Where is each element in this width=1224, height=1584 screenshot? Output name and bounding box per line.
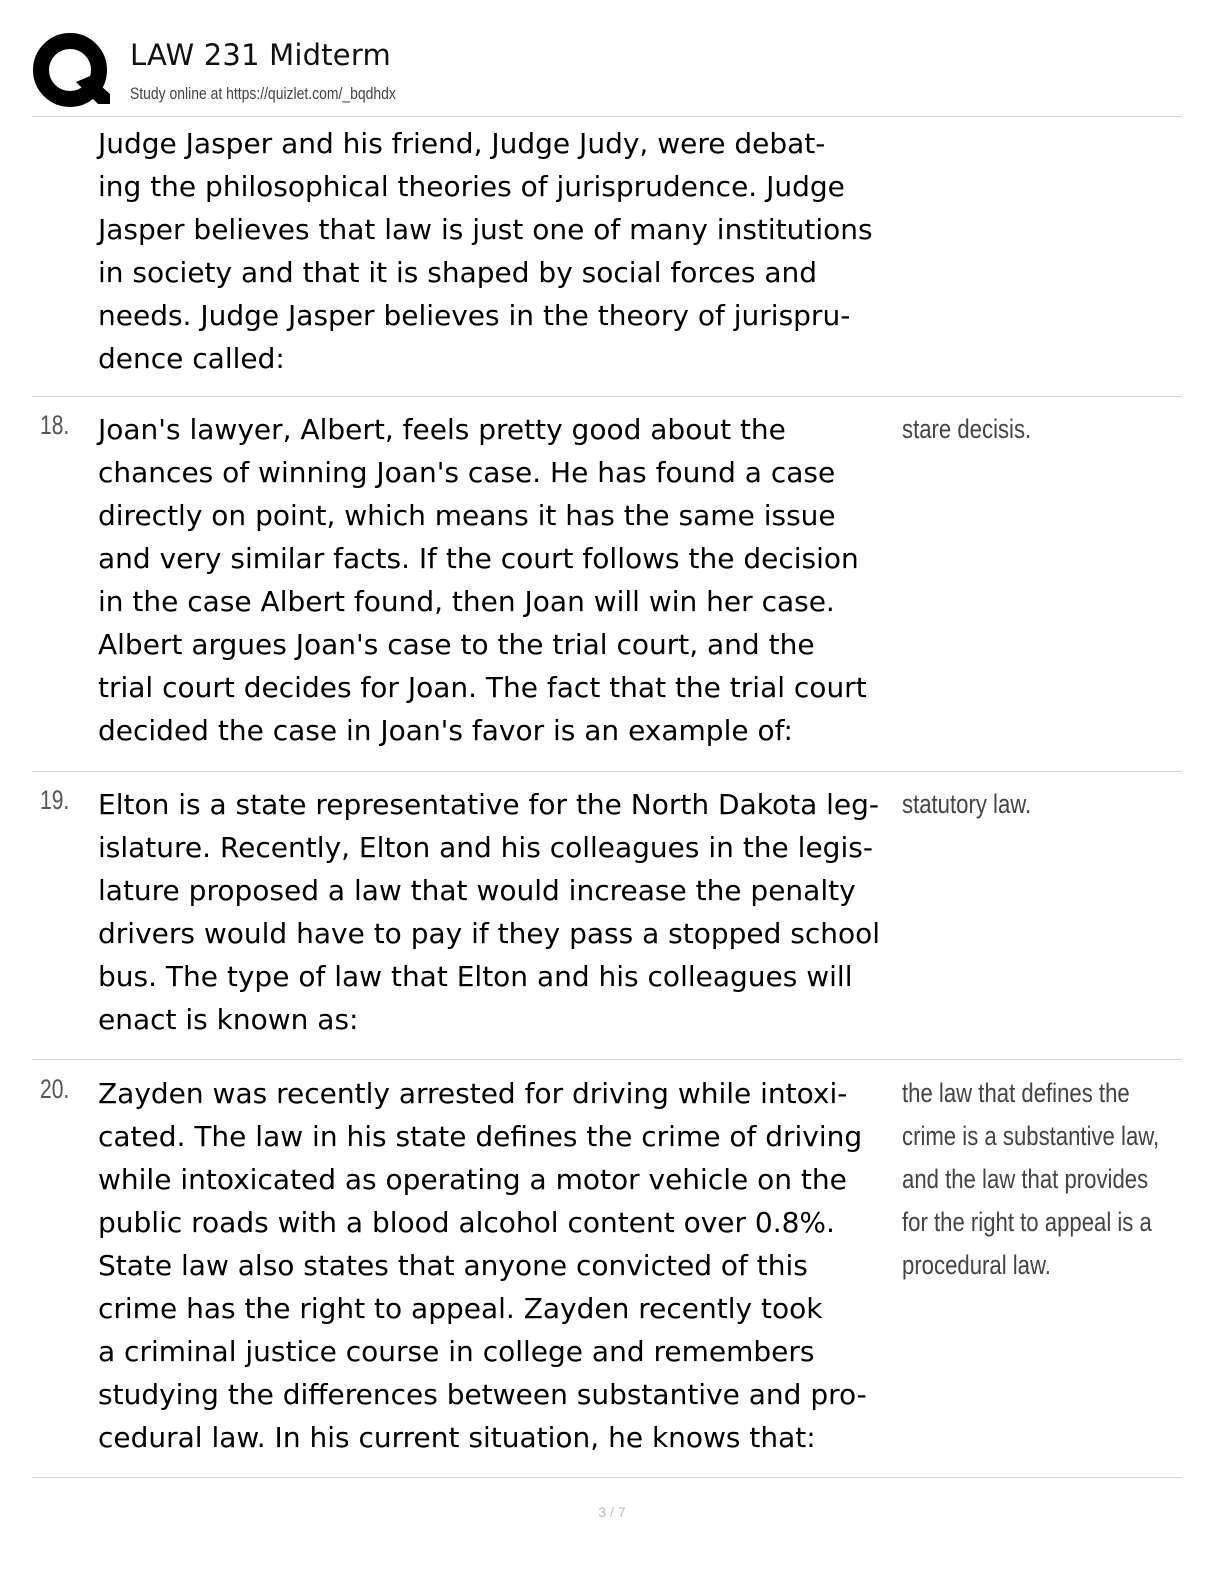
study-link[interactable]: Study online at https://quizlet.com/_bqdhdx: [130, 84, 396, 103]
card-term: Judge Jasper and his friend, Judge Judy, were debat- ing the philosophical theories of jurisprudence. Judge Jasper believes that law is just one of many institutions in society and that it is shaped by social forces and needs. Judge Jasper believes in the theory of jurispru- dence called:: [98, 127, 873, 375]
card-definition: the law that defines the crime is a substantive law, and the law that provides for the right to appeal is a procedural law.: [902, 1078, 1160, 1280]
set-title: LAW 231 Midterm: [130, 38, 391, 72]
card-number: 18.: [40, 410, 70, 440]
card-term: Elton is a state representative for the North Dakota leg- islature. Recently, Elton and his colleagues in the legis- lature proposed a law that would increase the penalty drivers would have to pay if they pass a stopped school bus. The type of law that Elton and his colleagues will enact is known as:: [98, 788, 881, 1036]
card-number: 19.: [40, 785, 70, 815]
divider: [32, 1477, 1182, 1478]
card-definition: statutory law.: [902, 789, 1032, 819]
card-term: Joan's lawyer, Albert, feels pretty good about the chances of winning Joan's case. He has found a case directly on point, which means it has the same issue and very similar facts. If the court follows the decision in the case Albert found, then Joan will win her case. Albert argues Joan's case to the trial court, and the trial court decides for Joan. The fact that the trial court decided the case in Joan's favor is an example of:: [98, 413, 867, 747]
divider: [32, 396, 1182, 397]
card-term: Zayden was recently arrested for driving while intoxi- cated. The law in his state defines the crime of driving while intoxicated as operating a motor vehicle on the public roads with a blood alcohol content over 0.8%. State law also states that anyone convicted of this crime has the right to appeal. Zayden recently took a criminal justice course in college and remembers studying the differences between substantive and pro- cedural law. In his current situation, he knows that:: [98, 1077, 867, 1454]
divider: [32, 116, 1182, 117]
page-header: [32, 26, 1182, 118]
quizlet-logo-icon: [32, 32, 112, 112]
flashcard-20: [32, 1072, 1182, 1472]
flashcard-19: [32, 783, 1182, 1055]
divider: [32, 1059, 1182, 1060]
page-number: 3 / 7: [598, 1504, 626, 1520]
card-number: 20.: [40, 1074, 70, 1104]
card-definition: stare decisis.: [902, 414, 1032, 444]
flashcard-17-continued: [32, 118, 1182, 394]
flashcard-18: [32, 408, 1182, 768]
divider: [32, 771, 1182, 772]
